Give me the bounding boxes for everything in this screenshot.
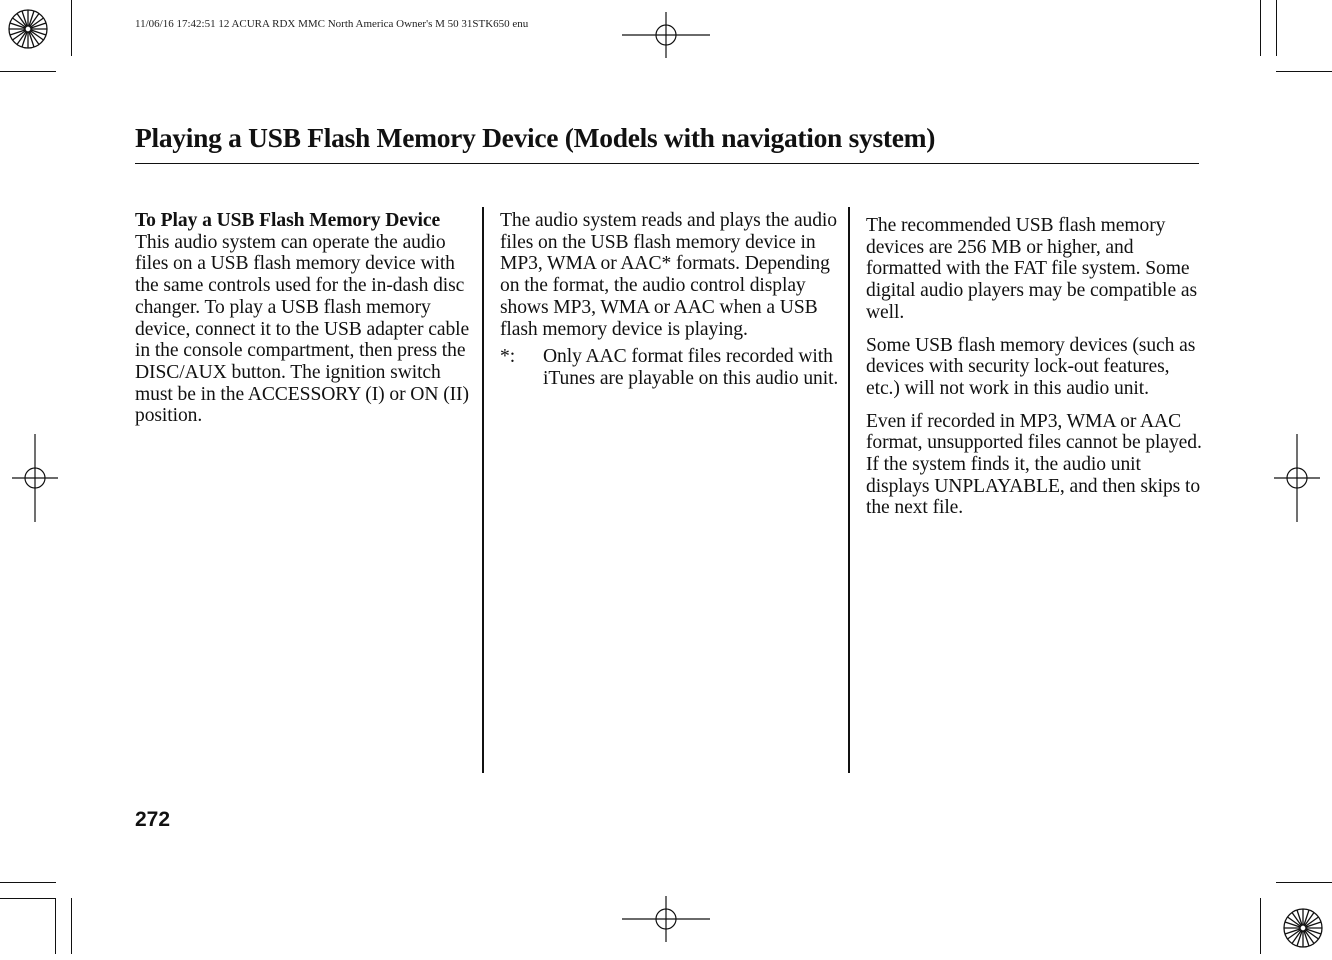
registration-target-icon <box>0 0 60 60</box>
section-subheading: To Play a USB Flash Memory Device <box>135 210 441 231</box>
crop-mark <box>1260 0 1261 56</box>
crosshair-icon <box>622 896 710 942</box>
crop-mark <box>55 898 56 954</box>
crop-mark <box>1276 882 1332 883</box>
crosshair-icon <box>622 12 710 58</box>
column-1 <box>135 210 475 427</box>
body-paragraph: Even if recorded in MP3, WMA or AAC format, unsupported files cannot be played. If the system finds it, the audio unit displays UNPLAYABLE, and then skips to the next file. <box>866 410 1202 519</box>
column-3 <box>866 215 1206 519</box>
crop-mark <box>1260 898 1261 954</box>
registration-target-icon <box>1276 900 1332 960</box>
crop-mark <box>0 898 56 899</box>
crosshair-icon <box>1274 434 1320 522</box>
footnote-mark: *: <box>500 346 516 368</box>
footnote <box>500 346 840 389</box>
print-slug: 11/06/16 17:42:51 12 ACURA RDX MMC North America Owner's M 50 31STK650 enu <box>135 18 529 30</box>
title-rule <box>135 163 1199 164</box>
crop-mark <box>0 882 56 883</box>
body-paragraph: This audio system can operate the audio files on a USB flash memory device with the same controls used for the in-dash disc changer. To play a USB flash memory device, connect it to the USB adapter cable in the console compartment, then press the DISC/AUX button. The ignition switch must be in the ACCESSORY (I) or ON (II) position. <box>135 231 470 427</box>
page-number: 272 <box>135 808 171 831</box>
crop-mark <box>1276 71 1332 72</box>
footnote-text: Only AAC format files recorded with iTunes are playable on this audio unit. <box>543 346 839 389</box>
body-paragraph: The recommended USB flash memory devices are 256 MB or higher, and formatted with the FAT file system. Some digital audio players may be compatible as well. <box>866 215 1197 323</box>
column-2 <box>500 210 840 390</box>
body-paragraph: The audio system reads and plays the audio files on the USB flash memory device in MP3, WMA or AAC* formats. Depending on the format, the audio control display shows MP3, WMA or AAC when a USB flash memory device is playing. <box>500 210 837 340</box>
column-divider <box>848 207 850 773</box>
column-divider <box>482 207 484 773</box>
crosshair-icon <box>12 434 58 522</box>
crop-mark <box>71 0 72 56</box>
body-paragraph: Some USB flash memory devices (such as devices with security lock-out features, etc.) will not work in this audio unit. <box>866 334 1196 399</box>
page-title: Playing a USB Flash Memory Device (Models with navigation system) <box>135 122 936 153</box>
crop-mark <box>0 71 56 72</box>
crop-mark <box>1276 0 1277 56</box>
crop-mark <box>71 898 72 954</box>
